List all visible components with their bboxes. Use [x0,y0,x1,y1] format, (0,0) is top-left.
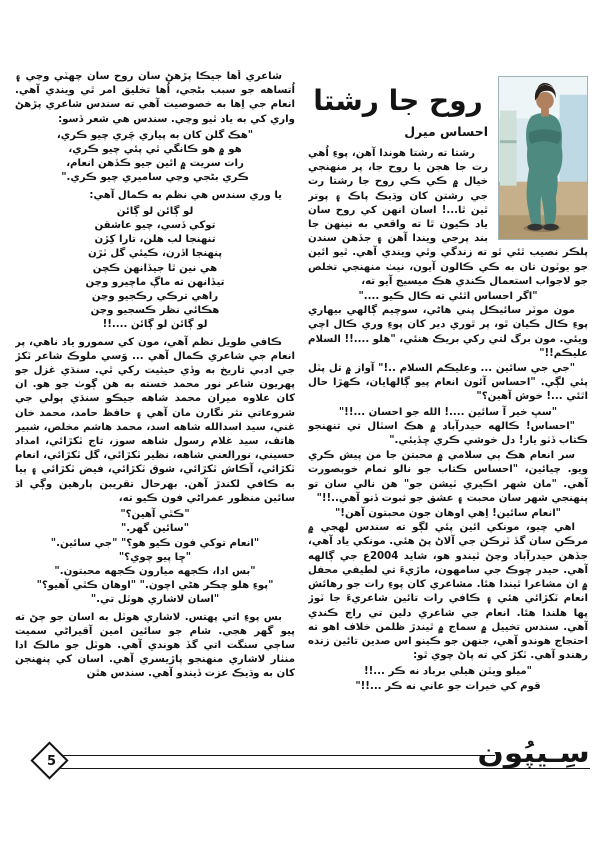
dialog-line: "ڇا پيو چوي؟" [118,551,192,563]
paragraph: مون موٽر سائيڪل پني هاڻي، سوچيم ڳالهي بيهاري پوءِ ڪال ڪيان ٿو، پر ٿوري دير کان پوءِ وري ڪال اچي ويئي. مون برگ لتي رکي بريڪ هنئي، "هلو ....!! السلام عليڪم!!" [308,305,588,359]
paragraph: اهي چيو، مونکي ائين پئي لڳو ته سندس لهجي ۾ مرڪن سان گڏ ٽرڪن جي آلاڻ پڻ هئي. مونکي ياد آهي، جڏهن حيدرآباد وڃڻ ٿيندو هو، شايد 2004ع جي ڳالهه آهي. حيدر چوڪ جي سامهون، ماڙيءَ تي لطيفي محفل ۾ ان مشاعرا ٿيندا هئا. مشاعري کان پوءِ رات جو رهائش انعام ٽکڙائي هئي ۽ ڪافي رات تائين شاعريءَ جا ٽوڙ پها هلندا هئا. انعام جي شاعري دلين تي راڄ ڪندي آهي. سندس تخييل ۾ سماج ۾ ٿيندڙ ظلمن خلاف اهو ته احتجاج هوندو آهي، جنهن جو ڪينو اس صدين تائين زنده رهندو آهي. ٽکڙ کي ته پاڻ چوي ٿو: [308,522,588,662]
verse-line: "ميلو ويٽن هيلي برباد نه ڪر ...!! [364,666,532,678]
paragraph: "جي جي سائين ... وعليڪم السلام ..!" آواز ۾ تل پٽل پئي لڳي. "احساس آئون انعام پيو ڳالهايان، ڪهڙا حال اٿئي ...! خوش آهين؟" [308,363,588,403]
dialog-line: "بس ادا، ڪجهه ميارون ڪجهه محبتون." [54,565,256,577]
article-column-left [15,70,295,742]
dialog-line: "انعام توکي فون ڪيو هو؟" "جي سائين." [50,537,260,549]
verse-line: هڪائي نظر ڪسجيو وڃن [90,305,220,317]
paragraph: شاعري اُها جيڪا پڙهڻ سان روح سان چهٽي وڃي ۽ اُتساهه جو سبب بڻجي، اُها تخليق امر ٿي ويندي آهي. انعام جي اِها به خصوصيت آهي ته سندس شاعري پڙهڻ واري کي به ياد ٿيو وڃي. سندس هي شعر ڏسو: [15,71,295,125]
footer-rule-top [54,755,495,756]
paragraph: بس پوءِ اتي پهتس. لاشاري هوٽل به اسان جو ڄڻ ته پيو گهر هجي. شام جو سائين امين آقيراڻي سميت ساڄي سنگت اتي گڏ هوندي آهي. هوٽل جو مالڪ ادا منٺار لاشاري منهنجو پاڙيسري آهي. اسان کي پنهنجن کان به وڌيڪ عزت ڏيندو آهي. سندس هٿن [15,611,295,680]
photo-structure-line [500,140,517,143]
quote-line: "اگر احساس اٿئي ته ڪال ڪيو ...." [358,291,538,303]
paragraph: سر انعام هڪ ٻي سلامي ۾ محبتن جا من پيش ڪري ويو. چيائين، "احساس ڪتاب جو نالو تمام خوبصورت آهي. "مان شهر اڪيري ٽيشن جو" هن نالي سان تو پنهنجي شهر سان محبت ۽ عشق جو ثبوت ڏنو آهي..!!" [308,450,588,504]
dialog-lines [15,508,295,607]
verse-line: لو ڳائن لو ڳائن [116,205,194,217]
verse-line: ڪري بڻجي وڃي ساميري چيو ڪري." [61,172,249,184]
text-columns [15,70,588,742]
author-photo [498,76,588,240]
verse-line: راهي ترڪي رڪجيو وڃن [91,291,219,303]
verse-line: تنهنجا لب هلن، تارا کِڙن [94,234,216,246]
verse-line: "هڪ گلن کان به پياري چَري چيو ڪري، [56,129,254,141]
verse-line: هو ۾ هو ڪانگي ٿي پئي چيو ڪري، [68,144,242,156]
photo-shoe-left [527,224,543,231]
paragraph: ڪافي طويل نظم آهي، مون کي سمورو ياد ناهي، پر انعام جي شاعري ڪمال آهي ... وَسي ملوڪ شاعر ٽکڙ جي ادبي تاريخ به وڏي حيثيت رکي ٿي. سنڌي غزل جو پهريون شاعر نور محمد خسته به هن ڳوٺ جو هو. ان کان علاوه ميران محمد شاهه جيڪو سنڌي ٻولي جي شروعاتي نثر نگارن مان آهي ۽ حافظ حامد، محمد خان غني، سيد اسدالله شاهه اسد، محمد هاشم مخلص، شبير هاتف، سيد غلام رسول شاهه سوز، تاج ٽکڙائي، امداد حسيني، نورالعني شاهه، نظير ٽکڙائي، گل ٽکڙائي، انعام ٽکڙائي، آڪاش ٽکڙائي، شوق ٽکڙائي، فيض ٽکڙائي ۽ ٻيا به ڪافي لکندڙ آهن. بهرحال تقريبن ٻارهين وڳي اڌ سائين منظور عمراڻي فون ڪيو ته، [15,336,295,504]
poem-nazm [15,205,295,333]
photo-kameez [526,113,562,180]
dialog-line: "پوءِ هلو چڪر هڻي اچون." "اوهان ڪٿي آهيو؟" [36,580,274,592]
dialog-line: "سائين گهر." [120,523,189,535]
page-number: 5 [46,754,57,769]
poem-couplets [15,129,295,186]
verse-line: پنهنجا اڏرن، ڪيئي گل ٽڙن [87,248,223,260]
verse-line: تيڏانهن ته ماڳ ماچيرو وڃن [85,276,225,288]
verse-line: قوم کي خيرات جو عاني نه ڪر ...!!" [355,680,541,692]
verse-line: رات سريت ۾ ائين جيو ڪڏهن انعام، [66,158,244,170]
photo-structure [500,111,517,186]
quote-line: "انعام سائين! اِهي اوهان جون محبتون آهن!" [334,508,561,520]
dialog-line: "ڪٿي آهين؟" [120,509,190,521]
dialog-line: "اسان لاشاري هوٽل تي." [90,594,220,606]
quote-line: "سڀ خير آ سائين ....! الله جو احسان ...!!" [338,406,558,418]
closing-verse [308,665,588,693]
article-column-right [308,70,588,742]
article-author: احساس ميرل [404,124,488,139]
paragraph: "احساس! ڪالهه حيدرآباد ۾ هڪ اسٽال تي تنهنجو ڪتاب ڏٺو يار! دل خوشي ڪري ڇڏيئي." [308,420,588,447]
verse-line: هي نين ٿا جيڏانهن ڪچن [92,262,218,274]
photo-sky-deep [560,95,587,188]
paragraph: يا وري سندس هي نظم به ڪمال آهي: [89,189,282,201]
article-title: روح جا رشتا [313,84,483,117]
paragraph: رشتا ته رشتا هوندا آهن، پوءِ اُهي رت جا هجن يا روح جا، پر منهنجي خيال ۾ ڪي ڪي روح جا رشتا رت جي رشتن کان وڌيڪ پاڪ ۽ پوتر ٿين ٿا...! اسان انهن کي روح سان ياد ڪيون ٿا ته واقعي به نينهن جا بند پرجي ويندا آهن ۽ جڏهن سندن پلڪر نصيب ٿئي ٿو ته زندگي وٿي ويندي آهي. ٿيو ائين جو يوٽون تان به ڪي ڪالون آيون، نيٺ منهنجي تخلص جو لاجواب استعمال ڪندي هڪ ميسيج آيو ته، [308,148,588,287]
photo-shoe-right [543,224,559,231]
photo-neck [541,109,549,117]
verse-line: لو ڳائن لو ڳائن ....!! [102,319,208,331]
verse-line: توکي ڏسي، چيو عاشقن [94,220,216,232]
magazine-masthead: سِـيپُون [477,738,590,769]
page-footer [40,738,590,787]
